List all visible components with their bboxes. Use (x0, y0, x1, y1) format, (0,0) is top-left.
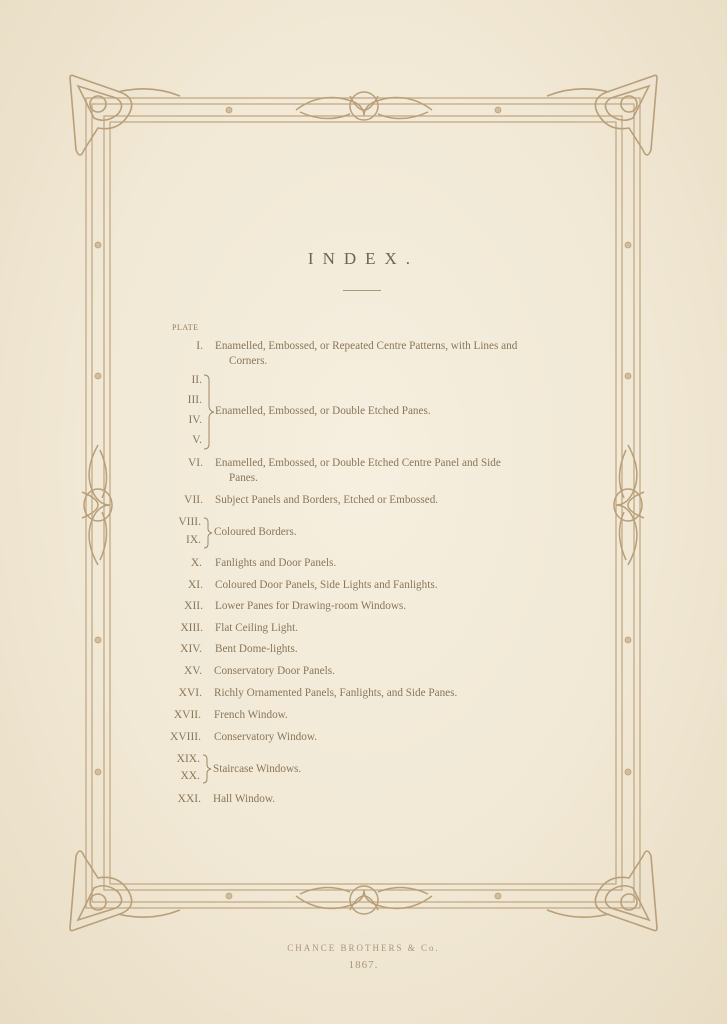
plate-description-continuation: Corners. (229, 355, 268, 367)
plate-description: Coloured Borders. (214, 526, 297, 538)
plate-description: Bent Dome-lights. (215, 643, 298, 655)
plate-number: IX. (185, 534, 201, 546)
plate-number: X. (190, 557, 202, 569)
plate-number: XXI. (177, 793, 201, 805)
plate-description-line: Enamelled, Embossed, or Repeated Centre Patterns, with Lines and (215, 340, 518, 352)
plate-description: Fanlights and Door Panels. (215, 557, 337, 569)
plate-number: XVI. (178, 687, 202, 699)
plate-description: Richly Ornamented Panels, Fanlights, and Side Panes. (214, 687, 458, 699)
plate-number: V. (192, 434, 202, 446)
plate-number: IV. (188, 414, 202, 426)
plate-description (215, 456, 560, 486)
plate-description: Subject Panels and Borders, Etched or Embossed. (215, 494, 439, 506)
plate-number: VI. (187, 457, 203, 469)
plate-number: XVII. (173, 709, 201, 721)
plate-number: XI. (187, 579, 203, 591)
plate-description: Enamelled, Embossed, or Double Etched Panes. (215, 405, 431, 417)
plate-description: Staircase Windows. (213, 763, 302, 775)
plate-number: I. (196, 340, 203, 352)
plate-description (215, 339, 560, 369)
brace-icon (201, 754, 213, 784)
plate-number: III. (187, 394, 202, 406)
plate-number: XII. (184, 600, 203, 612)
plate-description: Conservatory Window. (214, 731, 318, 743)
plate-number: XIII. (180, 622, 203, 634)
plate-description: Lower Panes for Drawing-room Windows. (215, 600, 407, 612)
plate-number: XX. (180, 770, 200, 782)
plate-number: VIII. (178, 516, 201, 528)
brace-icon (202, 374, 216, 450)
plate-description: French Window. (214, 709, 288, 721)
page-title: INDEX. (307, 249, 420, 268)
plate-description-line: Enamelled, Embossed, or Double Etched Centre Panel and Side (215, 457, 501, 469)
plate-description: Coloured Door Panels, Side Lights and Fanlights. (215, 579, 438, 591)
plate-column-label: PLATE (172, 323, 199, 332)
plate-description: Flat Ceiling Light. (215, 622, 298, 634)
plate-number: XV. (183, 665, 202, 677)
plate-description-continuation: Panes. (229, 472, 258, 484)
publication-year: 1867. (348, 959, 379, 971)
plate-description: Conservatory Door Panels. (214, 665, 335, 677)
plate-description: Hall Window. (213, 793, 276, 805)
plate-number: VII. (184, 494, 203, 506)
plate-number: XIX. (176, 753, 200, 765)
publisher-imprint: CHANCE BROTHERS & Co. (287, 943, 440, 953)
plate-number: XVIII. (170, 731, 201, 743)
brace-icon (202, 517, 214, 549)
plate-number: II. (191, 374, 202, 386)
title-divider (343, 290, 381, 291)
plate-number: XIV. (180, 643, 202, 655)
